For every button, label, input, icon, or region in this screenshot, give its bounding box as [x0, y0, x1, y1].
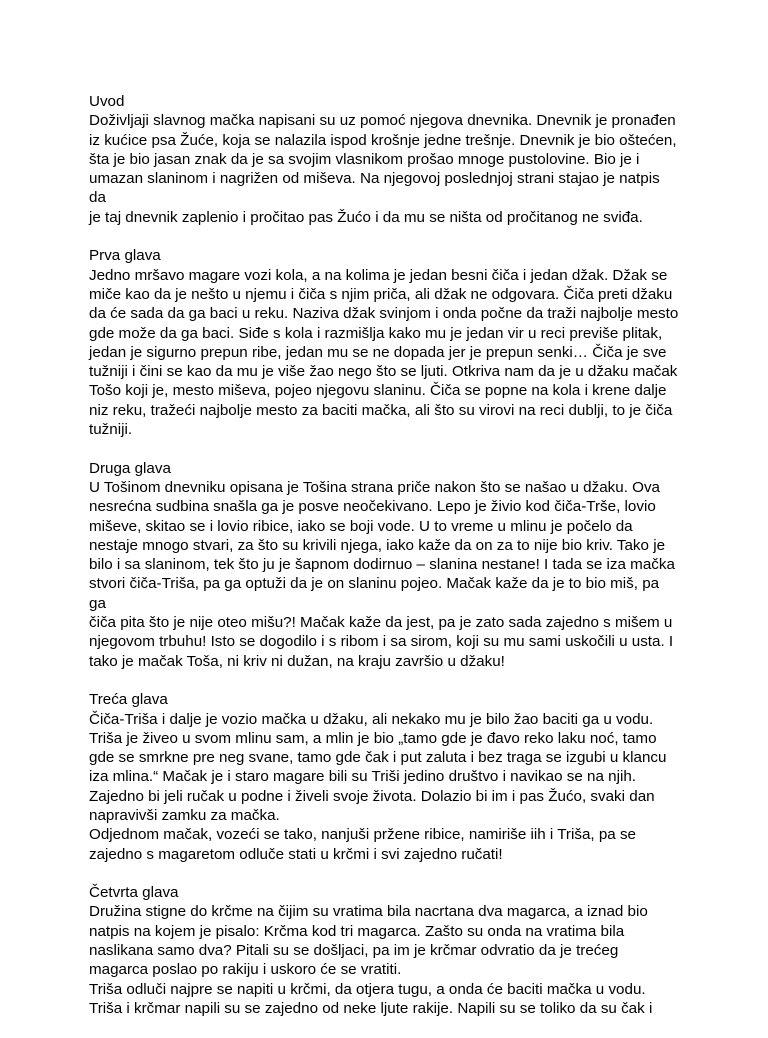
section-treca-glava — [89, 690, 679, 864]
section-heading: Prva glava — [89, 247, 161, 265]
section-paragraph: Družina stigne do krčme na čijim su vratima bila nacrtana dva magarca, a iznad bio natpis na kojem je pisalo: Krčma kod tri magarca. Zašto su onda na vratima bila naslikana samo dva? Pitali su se došljaci, pa im je krčmar odvratio da je trećeg magarca poslao po rakiju i uskoro će se vratiti. — [89, 903, 648, 979]
section-uvod — [89, 92, 679, 227]
section-paragraph: Doživljaji slavnog mačka napisani su uz pomoć njegova dnevnika. Dnevnik je pronađen iz kućice psa Žuće, koja se nalazila ispod krošnje jedne trešnje. Dnevnik je bio oštećen, šta je bio jasan znak da je sa svojim vlasnikom prošao mnoge pustolovine. Bio je i umazan slaninom i nagrižen od miševa. Na njegovoj poslednjoj strani stajao je natpis da je taj dnevnik zaplenio i pročitao pas Žućo i da mu se ništa od pročitanog ne sviđa. — [89, 112, 677, 226]
section-druga-glava — [89, 459, 679, 671]
section-heading: Druga glava — [89, 459, 171, 477]
section-paragraph: U Tošinom dnevniku opisana je Tošina strana priče nakon što se našao u džaku. Ova nesrećna sudbina snašla ga je posve neočekivano. Lepo je živio kod čiča-Trše, lovio miševe, skitao se i lovio ribice, iako se boji vode. U to vreme u mlinu je počelo da nestaje mnogo stvari, za što su krivili njega, iako kaže da on za to nije bio kriv. Tako je bilo i sa slaninom, tek što ju je šapnom dodirnuo – slanina nestane! I tada se iza mačka stvori čiča-Triša, pa ga optuži da je on slaninu pojeo. Mačak kaže da je to bio miš, pa ga čiča pita što je nije oteo mišu?! Mačak kaže da jest, pa je zato sada zajedno s mišem u njegovom trbuhu! Isto se dogodilo i s ribom i sa sirom, koji su mu sami uskočili u usta. I tako je mačak Toša, ni kriv ni dužan, na kraju završio u džaku! — [89, 478, 675, 670]
section-paragraph: Jedno mršavo magare vozi kola, a na kolima je jedan besni čiča i jedan džak. Džak se miče kao da je nešto u njemu i čiča s njim priča, ali džak ne odgovara. Čiča preti džaku da će sada da ga baci u reku. Naziva džak svinjom i onda počne da traži najbolje mesto gde može da ga baci. Siđe s kola i razmišlja kako mu je jedan vir u reci previše plitak, jedan je sigurno prepun ribe, jedan mu se ne dopada jer je prepun senki… Čiča je sve tužniji i čini se kao da mu je više žao nego što se ljuti. Otkriva nam da je u džaku mačak Tošo koji je, mesto miševa, pojeo njegovu slaninu. Čiča se popne na kola i krene dalje niz reku, tražeći najbolje mesto za baciti mačka, ali što su virovi na reci dublji, to je čiča tužniji. — [89, 266, 679, 439]
section-heading: Četvrta glava — [89, 884, 179, 902]
section-prva-glava — [89, 246, 679, 439]
section-heading: Treća glava — [89, 691, 168, 709]
section-paragraph: Odjednom mačak, vozeći se tako, nanjuši pržene ribice, namiriše iih i Triša, pa se zajedno s magaretom odluče stati u krčmi i svi zajedno ručati! — [89, 826, 636, 863]
section-cetvrta-glava — [89, 883, 679, 1018]
section-heading: Uvod — [89, 93, 125, 110]
section-paragraph: Čiča-Triša i dalje je vozio mačka u džaku, ali nekako mu je bilo žao baciti ga u vodu. Triša je živeo u svom mlinu sam, a mlin je bio „tamo gde je đavo reko laku noć, tamo gde se smrkne pre neg svane, tamo gde čak i put zaluta i bez traga se izgubi u klancu iza mlina.“ Mačak je i staro magare bili su Triši jedino društvo i navikao se na njih. Zajedno bi jeli ručak u podne i živeli svoje života. Dolazio bi im i pas Žućo, svaki dan napravivši zamku za mačka. — [89, 710, 667, 824]
document-page — [89, 92, 679, 1038]
section-paragraph: Triša odluči najpre se napiti u krčmi, da otjera tugu, a onda će baciti mačka u vodu. Triša i krčmar napili su se zajedno od neke ljute rakije. Napili su se toliko da su čak i — [89, 980, 653, 1017]
